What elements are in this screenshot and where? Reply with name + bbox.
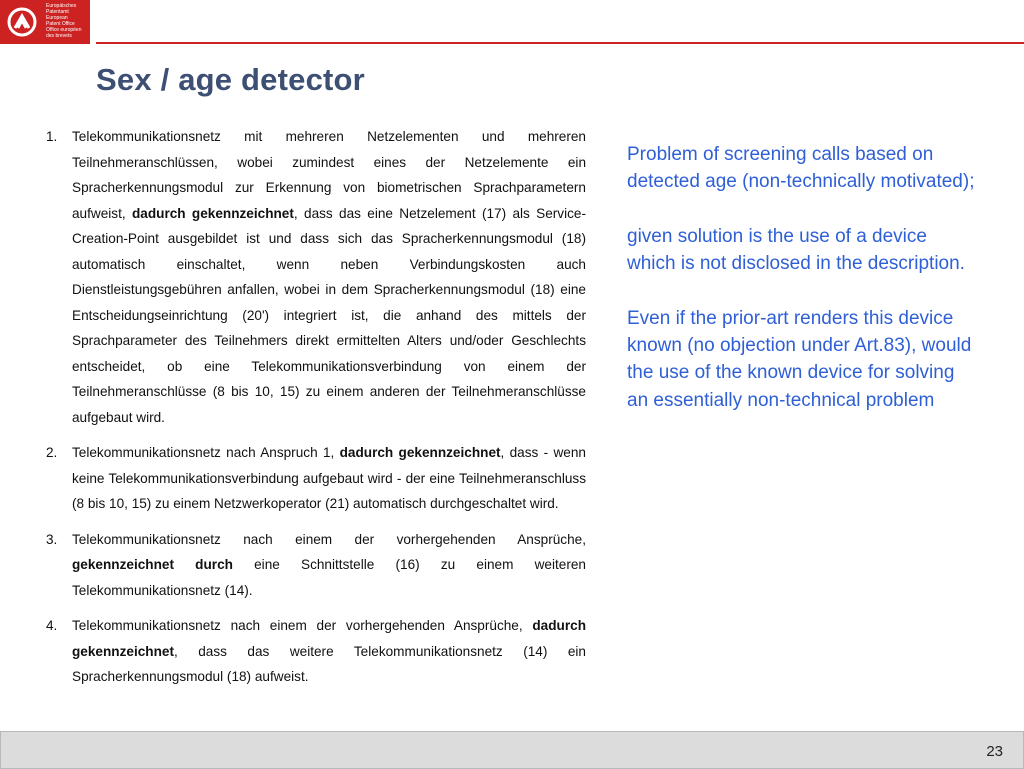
logo-text: [46, 3, 82, 39]
note-question: Even if the prior-art renders this device known (no objection under Art.83), would the use of the known device for solving an essentially non-technical problem: [627, 307, 972, 411]
logo-line: Patent Office: [46, 21, 75, 27]
claim-item: [46, 124, 586, 430]
logo-line: Office européen: [46, 27, 82, 33]
claim-text-part: , dass - wenn keine Telekommunikationsverbindung aufgebaut wird - der eine Teilnehmeranschluss (8 bis 10, 15) zu einem Netzwerkoperator (21) automatisch durchgeschaltet wird.: [72, 445, 586, 511]
claim-item: [46, 527, 586, 604]
claim-number: 3.: [46, 531, 58, 547]
logo-line: European: [46, 15, 68, 21]
claim-text-part: Telekommunikationsnetz nach einem der vorhergehenden Ansprüche,: [72, 531, 586, 547]
claim-number: 1.: [46, 129, 58, 144]
logo-line: Patentamt: [46, 9, 69, 15]
header-rule: [96, 42, 1024, 44]
claim-text-part: Telekommunikationsnetz nach Anspruch 1,: [72, 445, 340, 460]
claim-text: [72, 613, 586, 690]
claim-text-part: Telekommunikationsnetz mit mehreren Netzelementen und mehreren Teilnehmeranschlüssen, wobei zumindest eines der Netzelemente ein Spracherkennungsmodul zur Erkennung von biometrischen Sprachparametern aufweist,: [72, 129, 586, 221]
page-number: 23: [986, 743, 1003, 760]
claim-text: [72, 527, 586, 604]
claim-text: [72, 124, 586, 430]
claim-number: 4.: [46, 618, 58, 633]
footer-bar: [0, 731, 1024, 769]
slide-title: Sex / age detector: [96, 62, 365, 97]
claim-characterizing-phrase: dadurch gekennzeichnet: [131, 205, 294, 221]
epo-logo: [0, 0, 90, 44]
claim-characterizing-phrase: gekennzeichnet durch: [72, 557, 233, 572]
logo-line: Europäisches: [46, 3, 77, 9]
note-solution: given solution is the use of a device which is not disclosed in the description.: [627, 225, 965, 275]
claim-text-part: , dass das weitere Telekommunikationsnetz (14) ein Spracherkennungsmodul (18) aufweist.: [72, 643, 586, 684]
claim-text-part: , dass das eine Netzelement (17) als Service-Creation-Point ausgebildet ist und dass sich das Spracherkennungsmodul (18) automatisch einschaltet, wenn neben Verbindungskosten auch Dienstleistungsgebühren anfallen, wobei in dem Spracherkennungsmodul (18) eine Entscheidungseinrichtung (20') integriert ist, die anhand des mittels der Sprachparameter des Teilnehmers direkt ermittelten Alters und/oder Geschlechts entscheidet, ob eine Telekommunikationsverbindung von einem der Teilnehmeranschlüsse (8 bis 10, 15) zu einem anderen der Teilnehmeranschlüsse aufgebaut wird.: [72, 205, 586, 425]
claim-text-part: Telekommunikationsnetz nach einem der vorhergehenden Ansprüche,: [72, 618, 533, 633]
logo-line: des brevets: [46, 33, 72, 39]
claim-characterizing-phrase: dadurch gekennzeichnet: [72, 618, 586, 659]
side-notes: [627, 141, 979, 441]
claim-number: 2.: [46, 445, 58, 460]
note-problem: Problem of screening calls based on detected age (non-technically motivated);: [627, 144, 975, 193]
patent-claims: [46, 124, 586, 700]
claim-item: [46, 613, 586, 690]
claim-text: [72, 440, 586, 517]
claim-item: [46, 440, 586, 517]
claim-characterizing-phrase: dadurch gekennzeichnet: [339, 445, 501, 460]
claim-text-part: eine Schnittstelle (16) zu einem weiteren Telekommunikationsnetz (14).: [72, 557, 586, 598]
epo-logo-icon: [6, 6, 38, 38]
